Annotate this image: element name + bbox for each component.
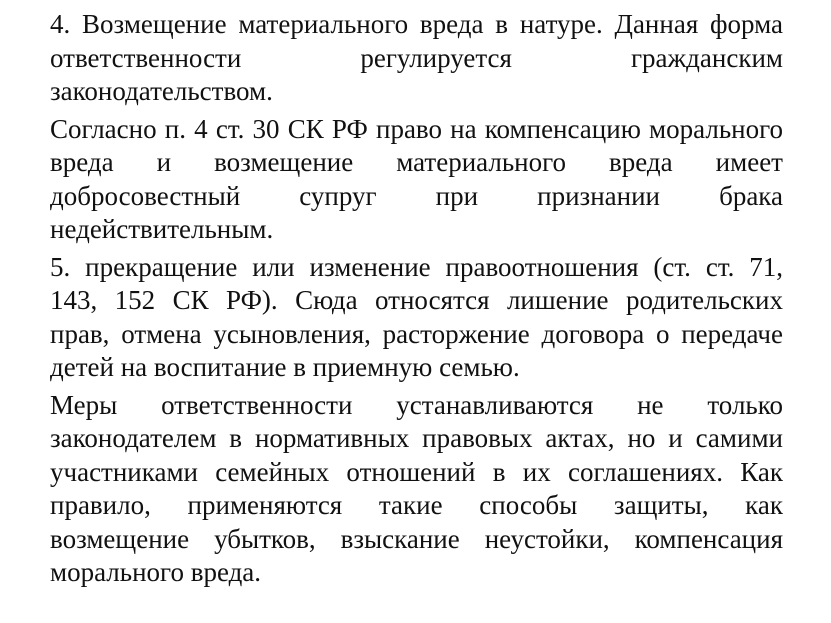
text-line: недействительным.: [50, 214, 274, 244]
text-line: законодательством.: [50, 76, 273, 106]
paragraph-moral-damage: [50, 113, 783, 247]
text-line: законодателем в нормативных правовых актах, но и самими: [50, 423, 783, 453]
text-line: правило, применяются такие способы защиты, как: [50, 490, 783, 520]
document-page: [50, 8, 783, 594]
paragraph-material-damage: [50, 8, 783, 109]
text-line: Меры ответственности устанавливаются не только: [50, 389, 783, 420]
text-line: 143, 152 СК РФ). Сюда относятся лишение родительских: [50, 285, 783, 315]
text-line: вреда и возмещение материального вреда имеет: [50, 147, 783, 177]
paragraph-termination: [50, 251, 783, 385]
text-line: участниками семейных отношений в их соглашениях. Как: [50, 456, 783, 487]
text-line: возмещение убытков, взыскание неустойки, компенсация: [50, 523, 783, 554]
text-line: 5. прекращение или изменение правоотношения (ст. ст. 71,: [50, 251, 783, 282]
text-line: добросовестный супруг при признании брака: [50, 180, 783, 211]
text-line: прав, отмена усыновления, расторжение договора о передаче: [50, 318, 783, 349]
text-line: Согласно п. 4 ст. 30 СК РФ право на компенсацию морального: [50, 113, 783, 144]
text-line: ответственности регулируется гражданским: [50, 42, 783, 73]
paragraph-measures: [50, 389, 783, 590]
text-line: 4. Возмещение материального вреда в натуре. Данная форма: [50, 9, 783, 39]
text-line: морального вреда.: [50, 557, 262, 587]
text-line: детей на воспитание в приемную семью.: [50, 352, 520, 382]
